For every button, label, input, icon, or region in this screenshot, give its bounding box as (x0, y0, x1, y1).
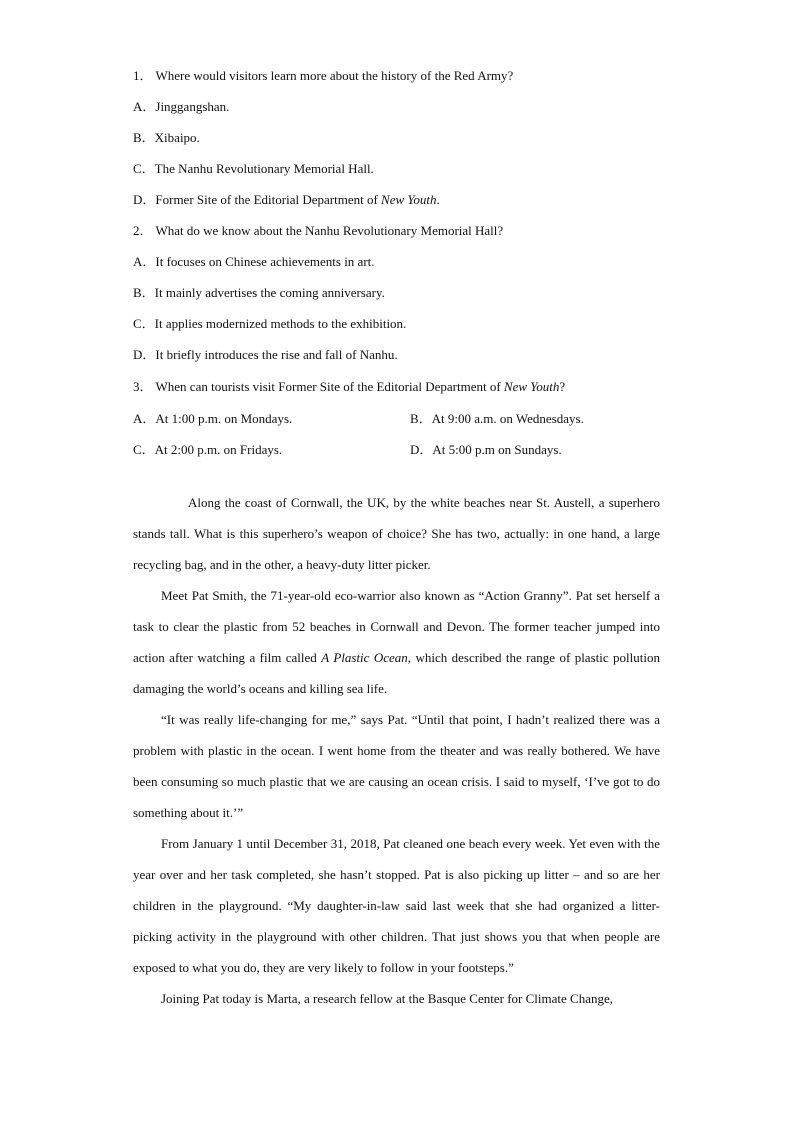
passage-paragraph-3: “It was really life-changing for me,” says Pat. “Until that point, I hadn’t realized there was a problem with plastic in the ocean. I went home from the theater and was really bothered. We have been consuming so much plastic that we are causing an ocean crisis. I said to myself, ‘I’ve got to do something about it.’” (133, 712, 660, 820)
passage-paragraph-4: From January 1 until December 31, 2018, Pat cleaned one beach every week. Yet even with the year over and her task completed, she hasn’t stopped. Pat is also picking up litter – and so are her children in the playground. “My daughter-in-law said last week that she had organized a litter-picking activity in the playground with other children. That just shows you that when people are exposed to what you do, they are very likely to follow in your footsteps.” (133, 836, 660, 975)
passage-paragraph-2: Meet Pat Smith, the 71-year-old eco-warrior also known as “Action Granny”. Pat set herself a task to clear the plastic from 52 beaches in Cornwall and Devon. The former teacher jumped into action after watching a film called A Plastic Ocean, which described the range of plastic pollution damaging the world’s oceans and killing sea life. (133, 588, 660, 696)
question-1-option-b: B．Xibaipo. (133, 130, 200, 145)
question-3-option-a: A．At 1:00 p.m. on Mondays. (133, 411, 293, 426)
question-2-option-d: D．It briefly introduces the rise and fall of Nanhu. (133, 347, 398, 362)
question-2-option-b: B．It mainly advertises the coming anniversary. (133, 285, 385, 300)
question-3-option-c: C．At 2:00 p.m. on Fridays. (133, 442, 283, 457)
question-2-option-c: C．It applies modernized methods to the exhibition. (133, 316, 407, 331)
question-2-option-a: A．It focuses on Chinese achievements in art. (133, 254, 375, 269)
question-3-option-d: D．At 5:00 p.m on Sundays. (410, 442, 562, 457)
question-1-option-a: A．Jinggangshan. (133, 99, 230, 114)
question-1-option-c: C．The Nanhu Revolutionary Memorial Hall. (133, 161, 374, 176)
question-1-stem: 1． Where would visitors learn more about the history of the Red Army? (133, 68, 514, 83)
reading-passage (133, 487, 660, 1014)
question-3-option-b: B．At 9:00 a.m. on Wednesdays. (410, 411, 584, 426)
passage-paragraph-5: Joining Pat today is Marta, a research fellow at the Basque Center for Climate Change, (161, 991, 613, 1006)
question-2-stem: 2． What do we know about the Nanhu Revolutionary Memorial Hall? (133, 223, 504, 238)
question-3-stem: 3． When can tourists visit Former Site of the Editorial Department of New Youth? (133, 379, 566, 394)
passage-paragraph-1: Along the coast of Cornwall, the UK, by the white beaches near St. Austell, a superhero stands tall. What is this superhero’s weapon of choice? She has two, actually: in one hand, a large recycling bag, and in the other, a heavy-duty litter picker. (133, 495, 660, 572)
question-1-option-d: D．Former Site of the Editorial Department of New Youth. (133, 192, 440, 207)
